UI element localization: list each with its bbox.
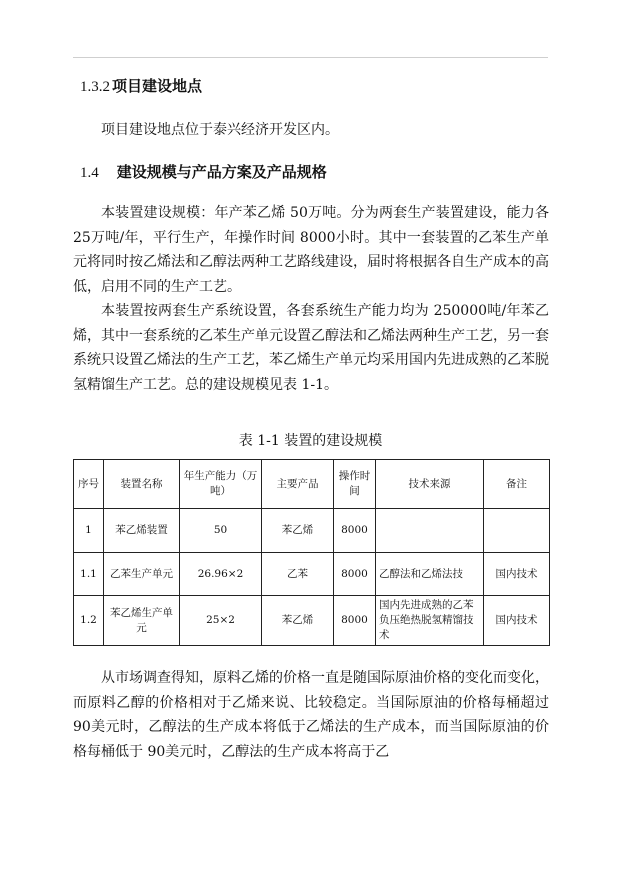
scale-paragraph-2: 本装置按两套生产系统设置，各套系统生产能力均为 250000吨/年苯乙烯，其中一套系统的乙苯生产单元设置乙醇法和乙烯法两种生产工艺，另一套系统只设置乙烯法的生产工艺，苯乙烯生产单元均采用国内先进成熟的乙苯脱氢精馏生产工艺。总的建设规模见表 1-1。: [73, 303, 549, 393]
section-heading-1-3-2: [80, 76, 202, 97]
table-cell: [484, 509, 550, 553]
market-text: 从市场调查得知，原料乙烯的价格一直是随国际原油价格的变化而变化，而原料乙醇的价格相对于乙烯来说、比较稳定。当国际原油的价格每桶超过 90美元时，乙醇法的生产成本将低于乙烯法的生产成本，而当国际原油的价格每桶低于 90美元时，乙醇法的生产成本将高于乙: [73, 670, 549, 760]
table-cell: 1.1: [74, 553, 104, 596]
header-cell: 备注: [484, 460, 550, 509]
header-cell: 主要产品: [262, 460, 334, 509]
site-text: 项目建设地点位于泰兴经济开发区内。: [101, 122, 339, 138]
section-title: 项目建设地点: [112, 77, 203, 95]
table-cell: 1.2: [74, 596, 104, 646]
table-row: [74, 553, 550, 596]
table-cell: 25×2: [180, 596, 262, 646]
table-cell: 乙苯生产单元: [104, 553, 180, 596]
construction-scale-table: [73, 459, 550, 646]
table-cell: [376, 509, 484, 553]
table-cell: 国内技术: [484, 553, 550, 596]
header-cell: 操作时间: [334, 460, 376, 509]
table-row: [74, 596, 550, 646]
header-cell: 技术来源: [376, 460, 484, 509]
table-cell: 国内技术: [484, 596, 550, 646]
section-title: 建设规模与产品方案及产品规格: [116, 163, 327, 181]
table-row: [74, 509, 550, 553]
table-cell: 乙醇法和乙烯法技: [376, 553, 484, 596]
header-cell: 序号: [74, 460, 104, 509]
table-cell: 50: [180, 509, 262, 553]
table-cell: 26.96×2: [180, 553, 262, 596]
header-cell: 装置名称: [104, 460, 180, 509]
table-cell: 8000: [334, 509, 376, 553]
table-cell: 苯乙烯生产单元: [104, 596, 180, 646]
section-heading-1-4: [80, 162, 327, 183]
header-cell: 年生产能力（万吨）: [180, 460, 262, 509]
site-paragraph: [101, 118, 541, 143]
table-cell: 8000: [334, 553, 376, 596]
section-number: 1.4: [80, 165, 99, 181]
section-number: 1.3.2: [80, 79, 110, 95]
table-header-row: [74, 460, 550, 509]
table-cell: 苯乙烯装置: [104, 509, 180, 553]
header-rule: [73, 57, 548, 58]
table-cell: 苯乙烯: [262, 596, 334, 646]
table-cell: 国内先进成熟的乙苯负压绝热脱氢精馏技术: [376, 596, 484, 646]
table-cell: 乙苯: [262, 553, 334, 596]
market-paragraph: [73, 666, 549, 764]
scale-paragraph-1: 本装置建设规模：年产苯乙烯 50万吨。分为两套生产装置建设，能力各 25万吨/年，平行生产，年操作时间 8000小时。其中一套装置的乙苯生产单元将同时按乙烯法和乙醇法两种工艺路线建设，届时将根据各自生产成本的高低，启用不同的生产工艺。: [73, 205, 549, 295]
scale-paragraphs: [73, 201, 549, 397]
table-cell: 苯乙烯: [262, 509, 334, 553]
table-cell: 1: [74, 509, 104, 553]
table-caption: 表 1-1 装置的建设规模: [238, 433, 383, 449]
table-cell: 8000: [334, 596, 376, 646]
